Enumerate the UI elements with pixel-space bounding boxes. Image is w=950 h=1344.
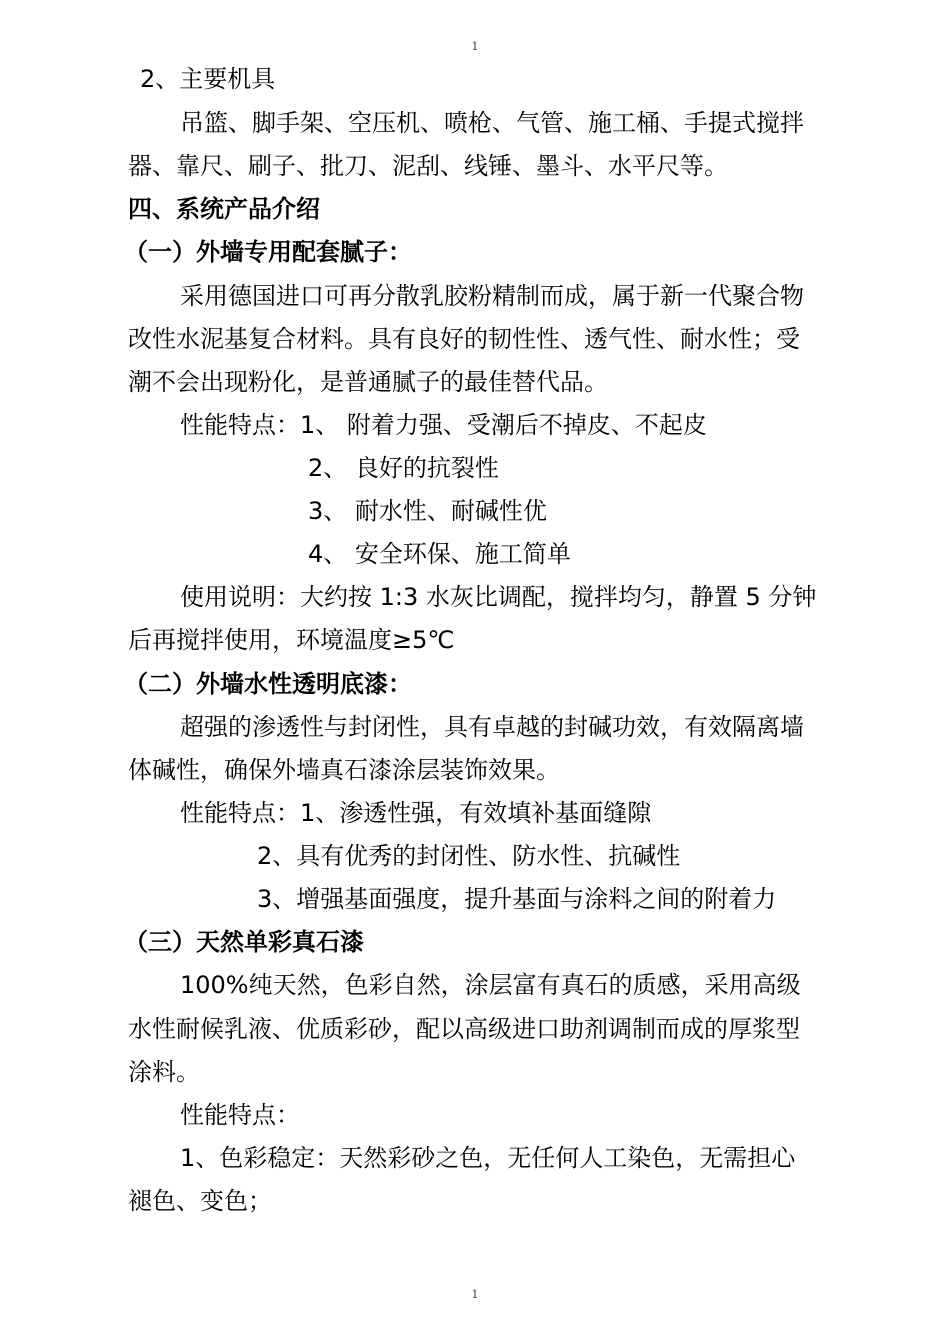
feature-line: 性能特点：1、 附着力强、受潮后不掉皮、不起皮 xyxy=(180,411,707,439)
header-page-number: 1 xyxy=(471,40,479,53)
paragraph-line: 吊篮、脚手架、空压机、喷枪、气管、施工桶、手提式搅拌 xyxy=(180,109,804,137)
paragraph-line: 水性耐候乳液、优质彩砂，配以高级进口助剂调制而成的厚浆型 xyxy=(128,1015,800,1043)
feature-line: 2、 良好的抗裂性 xyxy=(308,454,499,482)
paragraph-line: 涂料。 xyxy=(128,1058,200,1086)
paragraph-line: 100%纯天然，色彩自然，涂层富有真石的质感，采用高级 xyxy=(180,971,801,999)
feature-line: 性能特点：1、渗透性强，有效填补基面缝隙 xyxy=(180,799,652,827)
section-heading: 四、系统产品介绍 xyxy=(128,195,320,223)
feature-line: 性能特点： xyxy=(180,1101,300,1129)
subsection-heading: 2、主要机具 xyxy=(140,65,276,93)
paragraph-line: 超强的渗透性与封闭性，具有卓越的封碱功效，有效隔离墙 xyxy=(180,713,804,741)
feature-line: 3、增强基面强度，提升基面与涂料之间的附着力 xyxy=(257,885,777,913)
paragraph-line: 采用德国进口可再分散乳胶粉精制而成，属于新一代聚合物 xyxy=(180,282,804,310)
usage-line: 后再搅拌使用，环境温度≥5℃ xyxy=(128,626,455,654)
feature-line: 褪色、变色； xyxy=(128,1187,272,1215)
paragraph-line: 器、靠尺、刷子、批刀、泥刮、线锤、墨斗、水平尺等。 xyxy=(128,152,728,180)
feature-line: 3、 耐水性、耐碱性优 xyxy=(308,497,547,525)
footer-page-number: 1 xyxy=(471,1288,479,1301)
paragraph-line: 改性水泥基复合材料。具有良好的韧性性、透气性、耐水性；受 xyxy=(128,325,800,353)
feature-line: 2、具有优秀的封闭性、防水性、抗碱性 xyxy=(257,842,681,870)
paragraph-line: 潮不会出现粉化，是普通腻子的最佳替代品。 xyxy=(128,368,608,396)
usage-line: 使用说明：大约按 1:3 水灰比调配，搅拌均匀，静置 5 分钟 xyxy=(180,583,817,611)
product-heading: （二）外墙水性透明底漆： xyxy=(124,670,412,698)
feature-line: 4、 安全环保、施工简单 xyxy=(308,540,571,568)
product-heading: （一）外墙专用配套腻子： xyxy=(124,238,412,266)
paragraph-line: 体碱性，确保外墙真石漆涂层装饰效果。 xyxy=(128,756,560,784)
feature-line: 1、色彩稳定：天然彩砂之色，无任何人工染色，无需担心 xyxy=(180,1144,796,1172)
product-heading: （三）天然单彩真石漆 xyxy=(124,928,364,956)
